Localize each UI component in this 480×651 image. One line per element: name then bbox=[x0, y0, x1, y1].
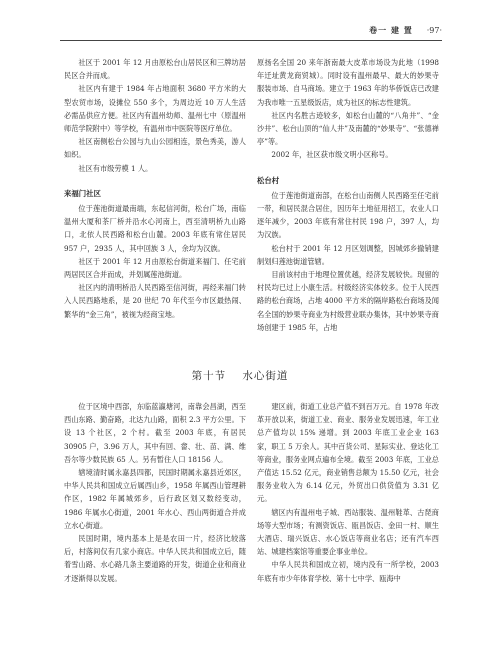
paragraph: 社区于 2001 年 12 月由原松台山居民区和三牌坊居民区合并而成。 bbox=[64, 58, 246, 81]
column-bottom-left bbox=[64, 400, 246, 585]
page-header bbox=[60, 22, 442, 38]
paragraph: 目前该村由于地理位置优越，经济发展较快。现留的村民均已过上小康生活。村级经济实体较多。位于人民西路的松台商场，占地 4000 平方米的隔岸路松台商场及闻名全国的妙果寺商业为村级营业联办集体，其中妙果寺商场创建于 1985 年，占地 bbox=[257, 270, 439, 332]
paragraph: 社区南侧松台公园与九山公园相连，景色秀美，游人如织。 bbox=[64, 137, 246, 160]
paragraph: 辖区内有温州电子城、西站服装、温州鞋革、古琵商场等大型市场；有测资饭店、瓯昌饭店、金田一村、顺生大酒店、瑞兴饭店、水心饭店等商业名店；还有汽车西站、城建档案馆等重要企事业单位。 bbox=[257, 507, 439, 557]
paragraph: 社区内名胜古迹较多，如松台山麓的“八角井”、“金沙井”、松台山顶的“仙人井”及南麓的“妙果寺”、“张德禅亭”等。 bbox=[257, 110, 439, 147]
section-title: 水心街道 bbox=[242, 370, 289, 382]
paragraph: 2002 年，社区获市级文明小区称号。 bbox=[271, 150, 393, 160]
column-bottom-right bbox=[257, 400, 439, 585]
paragraph: 建区前，街道工业总产值不到百万元。自 1978 年改革开放以来，街道工业、商业、服务业发展迅速，年工业总产值均以 15% 递增。到 2003 年底工业企业 163 家，职工 5 万余人。其中百货公司、星际实业、登达化工等商业，服务业网点遍布全境。截至 2003 年底，工业总产值达 15.52 亿元，商业销售总额为 15.50 亿元，社会服务业收入为 6.14 亿元，外贸出口供货值为 3.31 亿元。 bbox=[257, 402, 439, 504]
paragraph: 社区有市级劳模 1 人。 bbox=[78, 163, 153, 173]
section-number: 第十节 bbox=[191, 370, 227, 382]
paragraph: 社区于 2001 年 12 月由原松台街道来福门、任宅前两居民区合并而成，并划属莲池街道。 bbox=[64, 256, 246, 280]
subsection-heading: 来福门社区 bbox=[64, 188, 101, 198]
paragraph: 松台村于 2001 年 12 月区划调整，因城郊乡撤销建制划归莲池街道管辖。 bbox=[257, 243, 439, 266]
subsection-heading: 松台村 bbox=[257, 175, 280, 185]
paragraph: 社区内有建于 1984 年占地面积 3680 平方米的大型农贸市场，设摊位 550 多个，为周边近 10 万人生活必需品供应方便。社区内有温州幼师、温州七中（原温州师范学院附中）等学校，有温州市中医院等医疗单位。 bbox=[64, 84, 246, 134]
paragraph: 位于区境中西部，东临蓝瀛塘河，南靠会昌湖，西至西山东路、勤奋路，北达九山路，面积 2.3 平方公里。下设 13 个社区，2 个村。截至 2003 年底，有居民 30905 户，3.96 万人，其中有回、畲、壮、苗、满、维吾尔等少数民族 65 人。另有暂住人口 18156 人。 bbox=[64, 402, 246, 464]
running-title: 卷一 建 置 bbox=[369, 24, 413, 35]
column-top-left bbox=[64, 56, 246, 321]
paragraph: 中华人民共和国成立初，境内没有一所学校，2003 年底有市少年体育学校、第十七中学、瓯海中 bbox=[257, 560, 439, 583]
paragraph: 民国时期，境内基本上是是农田一片，经济比较落后，村落间仅有几家小商店。中华人民共和国成立后，随着雪山路、水心路几条主要道路的开发，街道企业和商业才逐渐得以发展。 bbox=[64, 534, 246, 583]
paragraph: 位于莲池街道最南端，东起信河街，松台广场，南临温州大厦和茶厂桥并沿水心河南上，西至清明桥九山路口，北依人民西路和松台山麓。2003 年底有常住居民 957 户，2935 人，其中回族 3 人，余均为汉族。 bbox=[64, 204, 246, 253]
page-number: ·97· bbox=[426, 25, 442, 35]
paragraph: 社区内的清明桥沿人民西路至信河街，再经来福门转入人民西路地系，是 20 世纪 70 年代至今市区最热闹、繁华的“金三角”，被视为经商宝地。 bbox=[64, 283, 246, 319]
header-rule bbox=[60, 40, 442, 41]
paragraph: 原扬名全国 20 来年浙南最大皮革市场设为此地（1998 年迁址黄龙商贸城）。同时设有温州最早、最大的妙果寺服装市场、自马商场。建立于 1963 年的华侨饭店已改建为我市唯一五星级饭店，成为社区的标志性建筑。 bbox=[257, 58, 439, 107]
paragraph: 位于莲池街道南部，在松台山南侧人民西路至任宅前一带，和居民混合居住，因历年土地征用招工，农业人口逐年减少，2003 年底有常住村民 198 户，397 人，均为汉族。 bbox=[257, 190, 439, 240]
column-top-right bbox=[257, 56, 439, 334]
section-heading bbox=[0, 368, 480, 383]
paragraph: 辖境清时属永嘉县四都，民国时期属永嘉县近郊区，中华人民共和国成立后属西山乡，1958 年属西山管理耕作区，1982 年属城郊乡，后行政区划又数经变动，1986 年属水心街道，2001 年水心、西山两街道合并成立水心街道。 bbox=[64, 468, 246, 530]
